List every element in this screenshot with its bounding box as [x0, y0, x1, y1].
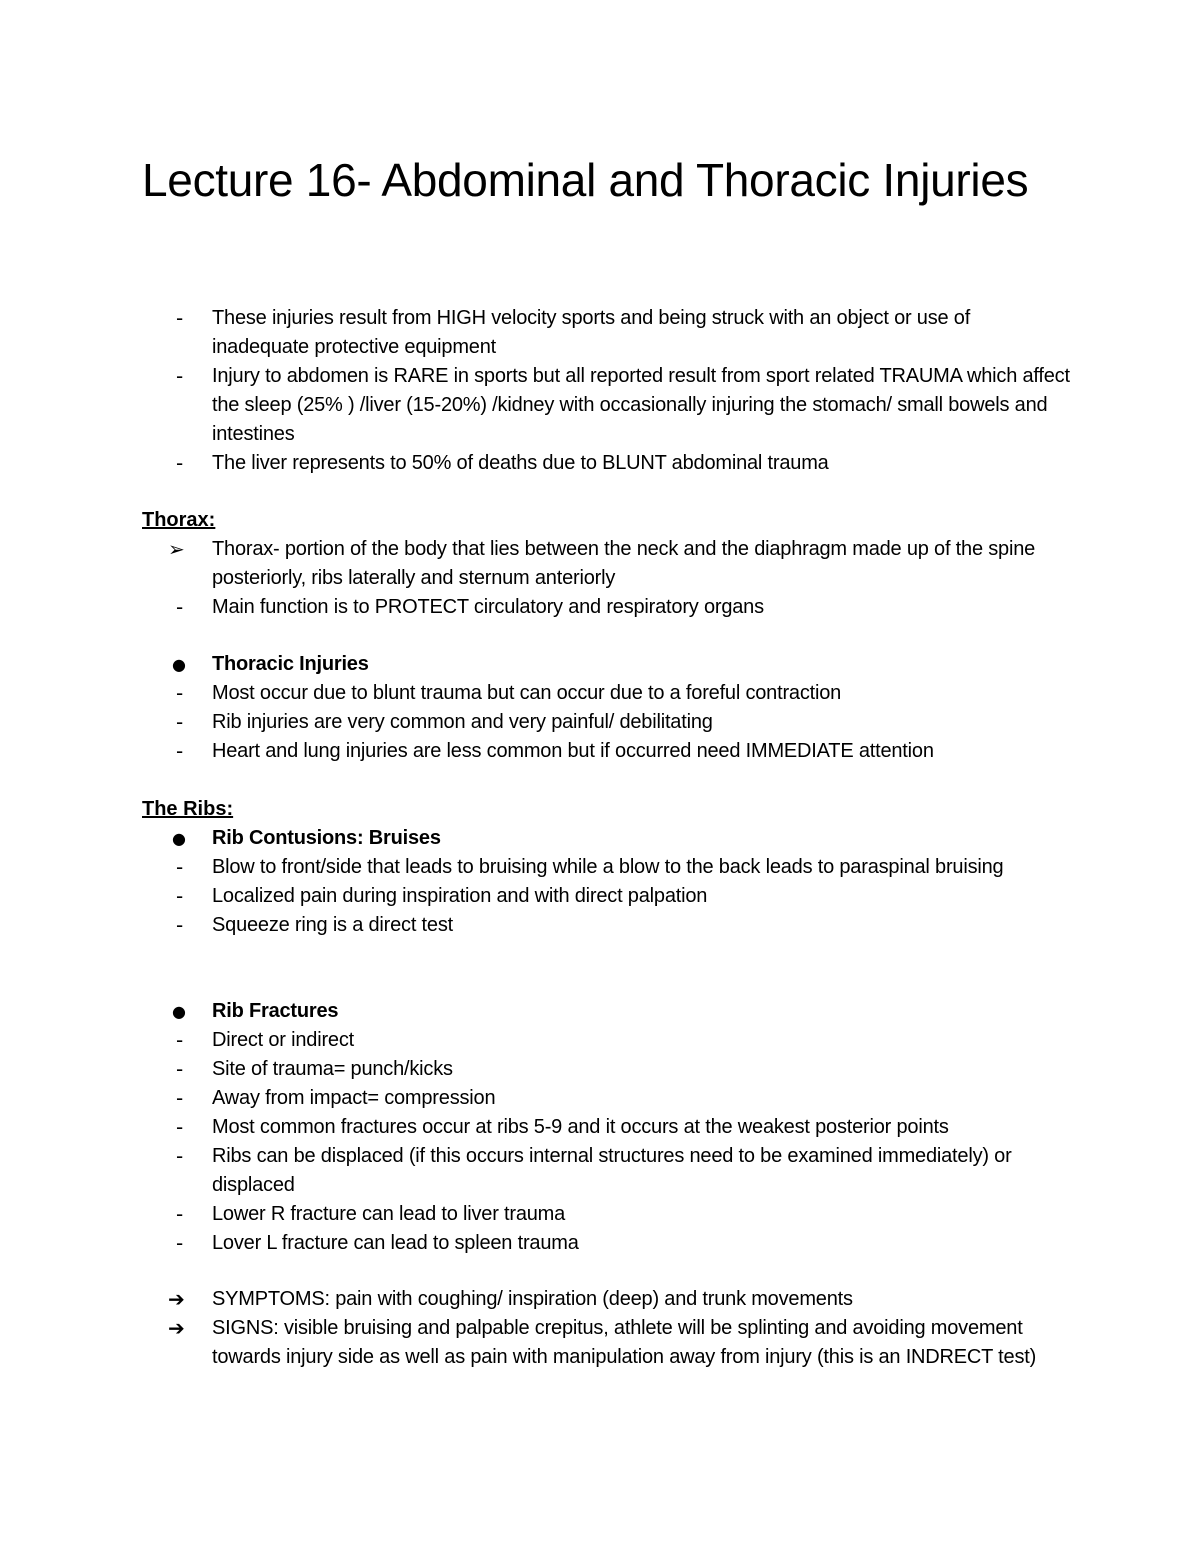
list-item	[0, 593, 1200, 622]
list-item	[0, 911, 1200, 940]
dash-icon: -	[176, 595, 184, 619]
list-item-text: Direct or indirect	[212, 1029, 354, 1051]
list-item	[0, 997, 1200, 1026]
dash-icon: -	[176, 1231, 184, 1255]
list-item-text: Blow to front/side that leads to bruising while a blow to the back leads to paraspinal bruising	[212, 856, 1004, 878]
dash-icon: -	[176, 1115, 184, 1139]
dash-icon: -	[176, 306, 184, 330]
list-item-text: Main function is to PROTECT circulatory and respiratory organs	[212, 596, 764, 618]
arrow-right-icon: ➔	[168, 1316, 185, 1340]
thorax-heading: Thorax:	[142, 509, 216, 531]
list-item	[0, 362, 1200, 449]
list-item-text: Lower R fracture can lead to liver trauma	[212, 1203, 566, 1225]
list-item	[0, 708, 1200, 737]
dash-icon: -	[176, 710, 184, 734]
chevron-right-icon: ➢	[168, 537, 185, 561]
list-item-text: Thorax- portion of the body that lies between the neck and the diaphragm made up of the spine posteriorly, ribs laterally and sternum anteriorly	[212, 538, 1036, 589]
list-item	[0, 1026, 1200, 1055]
bullet-icon: ●	[172, 1002, 186, 1021]
list-item	[0, 1055, 1200, 1084]
list-item-text: Injury to abdomen is RARE in sports but all reported result from sport related TRAUMA which affect the sleep (25% ) /liver (15-20%) /kidney with occasionally injuring the stomach/ small bowels and intestines	[212, 365, 1070, 445]
arrow-right-icon: ➔	[168, 1287, 185, 1311]
rib-fractures-list	[0, 997, 1200, 1258]
list-item	[0, 304, 1200, 362]
list-item	[0, 449, 1200, 478]
dash-icon: -	[176, 681, 184, 705]
list-item	[0, 535, 1200, 593]
symptoms-signs-list	[0, 1285, 1200, 1372]
subheading: Thoracic Injuries	[212, 653, 369, 675]
rib-contusions-list	[0, 824, 1200, 940]
dash-icon: -	[176, 1144, 184, 1168]
list-item	[0, 1229, 1200, 1258]
list-item-text: Rib injuries are very common and very painful/ debilitating	[212, 711, 713, 733]
bullet-icon: ●	[172, 829, 186, 848]
list-item	[0, 679, 1200, 708]
subheading: Rib Contusions: Bruises	[212, 827, 441, 849]
list-item-text: SIGNS: visible bruising and palpable crepitus, athlete will be splinting and avoiding movement towards injury side as well as pain with manipulation away from injury (this is an INDRECT test)	[212, 1317, 1037, 1368]
page-title: Lecture 16- Abdominal and Thoracic Injuries	[142, 154, 1029, 206]
list-item	[0, 824, 1200, 853]
list-item-text: Squeeze ring is a direct test	[212, 914, 453, 936]
list-item-text: Ribs can be displaced (if this occurs internal structures need to be examined immediately) or displaced	[212, 1145, 1012, 1196]
list-item	[0, 1200, 1200, 1229]
list-item	[0, 650, 1200, 679]
list-item-text: Lover L fracture can lead to spleen trauma	[212, 1232, 579, 1254]
thorax-list	[0, 535, 1200, 622]
list-item	[0, 1084, 1200, 1113]
dash-icon: -	[176, 855, 184, 879]
dash-icon: -	[176, 1086, 184, 1110]
dash-icon: -	[176, 739, 184, 763]
list-item-text: Most occur due to blunt trauma but can occur due to a foreful contraction	[212, 682, 842, 704]
list-item	[0, 737, 1200, 766]
dash-icon: -	[176, 884, 184, 908]
list-item	[0, 1314, 1200, 1372]
list-item	[0, 882, 1200, 911]
list-item	[0, 1113, 1200, 1142]
list-item	[0, 1285, 1200, 1314]
list-item-text: Localized pain during inspiration and with direct palpation	[212, 885, 708, 907]
list-item-text: These injuries result from HIGH velocity sports and being struck with an object or use of inadequate protective equipment	[212, 307, 971, 358]
dash-icon: -	[176, 364, 184, 388]
ribs-heading: The Ribs:	[142, 798, 234, 820]
subheading: Rib Fractures	[212, 1000, 339, 1022]
thoracic-injuries-list	[0, 650, 1200, 766]
intro-list	[0, 304, 1200, 478]
list-item	[0, 1142, 1200, 1200]
list-item-text: Most common fractures occur at ribs 5-9 and it occurs at the weakest posterior points	[212, 1116, 949, 1138]
dash-icon: -	[176, 1028, 184, 1052]
list-item	[0, 853, 1200, 882]
dash-icon: -	[176, 1057, 184, 1081]
list-item-text: Site of trauma= punch/kicks	[212, 1058, 453, 1080]
dash-icon: -	[176, 1202, 184, 1226]
list-item-text: The liver represents to 50% of deaths due to BLUNT abdominal trauma	[212, 452, 829, 474]
list-item-text: SYMPTOMS: pain with coughing/ inspiration (deep) and trunk movements	[212, 1288, 853, 1310]
bullet-icon: ●	[172, 655, 186, 674]
list-item-text: Away from impact= compression	[212, 1087, 496, 1109]
list-item-text: Heart and lung injuries are less common but if occurred need IMMEDIATE attention	[212, 740, 934, 762]
dash-icon: -	[176, 913, 184, 937]
dash-icon: -	[176, 451, 184, 475]
